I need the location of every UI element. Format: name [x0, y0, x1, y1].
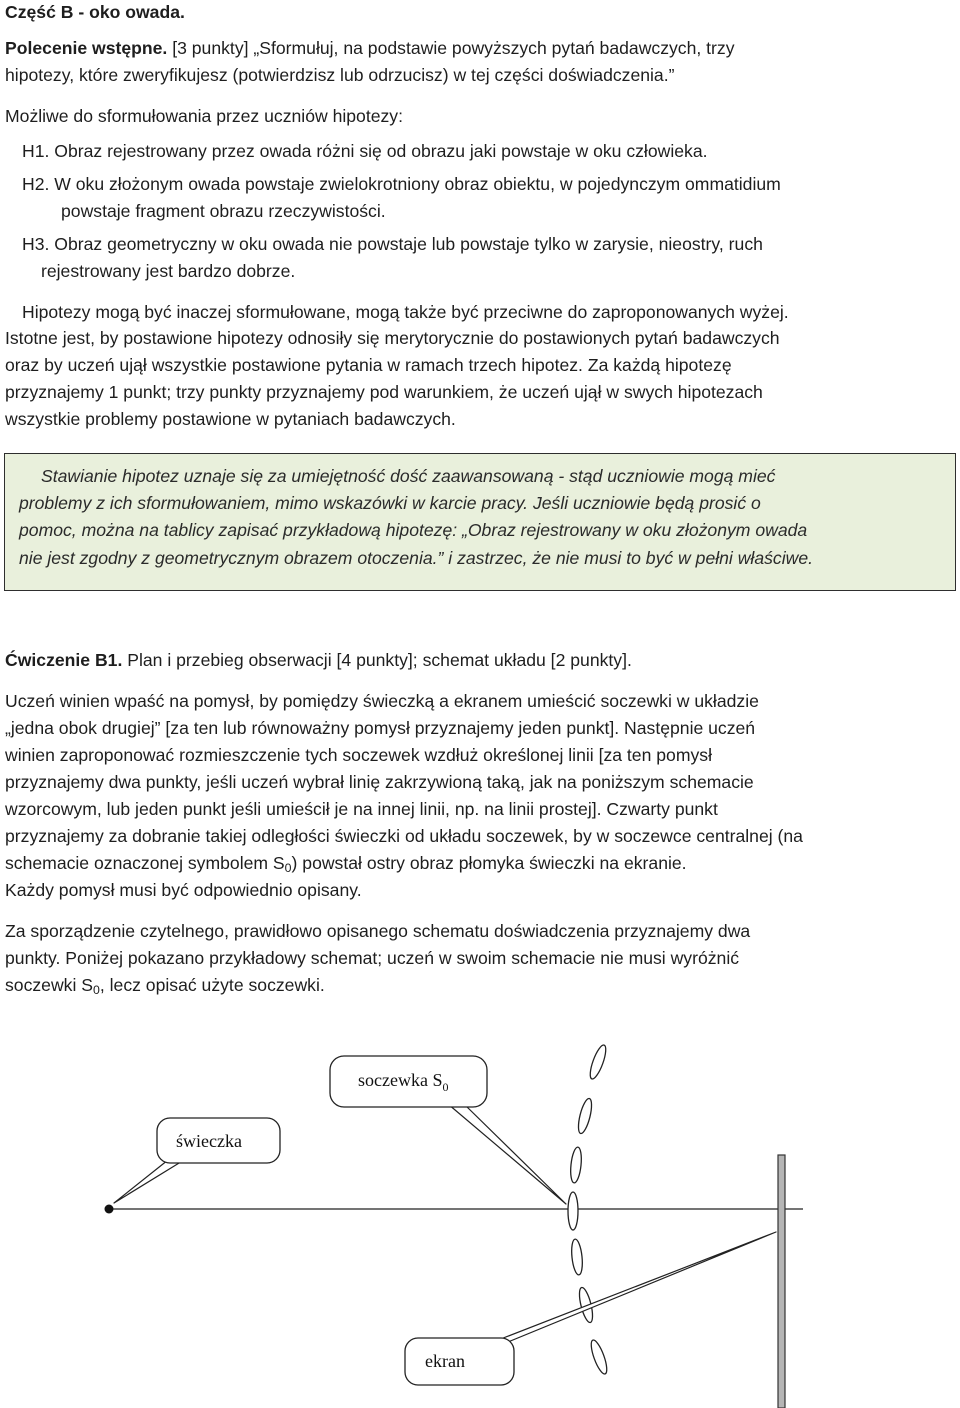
hypothesis-h2-line-2: powstaje fragment obrazu rzeczywistości.: [61, 201, 386, 221]
note-line-4: nie jest zgodny z geometrycznym obrazem otoczenia.” i zastrzec, że nie musi to być w pełni właściwe.: [19, 547, 813, 568]
lens-label: soczewka S: [358, 1070, 443, 1090]
note-line-3: pomoc, można na tablicy zapisać przykładową hipotezę: „Obraz rejestrowany w oku złożonym owada: [19, 520, 808, 541]
schema-last-pre: soczewki S: [5, 975, 93, 995]
plan-last-post: ) powstał ostry obraz płomyka świeczki na ekranie.: [291, 853, 687, 873]
hypothesis-h2-line-1: H2. W oku złożonym owada powstaje zwielokrotniony obraz obiektu, w pojedynczym ommatidium: [22, 174, 781, 194]
lens-callout-pointer: [448, 1104, 566, 1204]
plan-line-6: przyznajemy za dobranie takiej odległości świeczki od układu soczewek, by w soczewce centralnej (na: [5, 826, 803, 846]
plan-last-pre: schemacie oznaczonej symbolem S: [5, 853, 285, 873]
remark-line-1: Hipotezy mogą być inaczej sformułowane, mogą także być przeciwne do zaproponowanych wyżej.: [22, 302, 789, 322]
lens: [588, 1338, 610, 1375]
teacher-note-box: [4, 453, 956, 591]
schema-last-post: , lecz opisać użyte soczewki.: [99, 975, 325, 995]
lens: [587, 1043, 609, 1080]
screen-bar: [778, 1155, 785, 1408]
remark-line-5: wszystkie problemy postawione w pytaniach badawczych.: [5, 409, 456, 429]
plan-last-sub: 0: [284, 861, 292, 876]
hypothesis-h1: H1. Obraz rejestrowany przez owada różni się od obrazu jaki powstaje w oku człowieka.: [22, 141, 708, 161]
screen-callout-pointer: [493, 1232, 776, 1342]
exercise-text: Plan i przebieg obserwacji [4 punkty]; schemat układu [2 punkty].: [122, 650, 632, 670]
plan-line-1: Uczeń winien wpaść na pomysł, by pomiędzy świeczką a ekranem umieścić soczewki w układzie: [5, 691, 759, 711]
exercise-title: [5, 647, 935, 674]
intro-line-2: hipotezy, które zweryfikujesz (potwierdzisz lub odrzucisz) w tej części doświadczenia.”: [5, 65, 675, 85]
candle-dot: [105, 1205, 114, 1214]
hypotheses-header: Możliwe do sformułowania przez uczniów hipotezy:: [5, 106, 403, 126]
intro-text-1: [3 punkty] „Sformułuj, na podstawie powyższych pytań badawczych, trzy: [167, 38, 735, 58]
note-line-1: Stawianie hipotez uznaje się za umiejętność dość zaawansowaną - stąd uczniowie mogą mieć: [41, 466, 776, 486]
lens-s0: [568, 1192, 578, 1230]
plan-line-4: przyznajemy dwa punkty, jeśli uczeń wybrał linię zakrzywioną taką, jak na poniższym schemacie: [5, 772, 754, 792]
hypothesis-h3-line-1: H3. Obraz geometryczny w oku owada nie powstaje lub powstaje tylko w zarysie, nieostry, ruch: [22, 234, 763, 254]
screen-callout-label: ekran: [425, 1351, 465, 1371]
plan-line-5: wzorcowym, lub jeden punkt jeśli umieścił je na innej linii, np. na linii prostej]. Czwarty punkt: [5, 799, 718, 819]
candle-callout-label: świeczka: [176, 1131, 242, 1151]
lens: [570, 1239, 584, 1276]
hypothesis-h3-line-2: rejestrowany jest bardzo dobrze.: [41, 261, 296, 281]
schema-last-sub: 0: [93, 983, 100, 998]
remark-line-4: przyznajemy 1 punkt; trzy punkty przyznajemy pod warunkiem, że uczeń ujął w swych hipotezach: [5, 382, 763, 402]
schema-line-1: Za sporządzenie czytelnego, prawidłowo opisanego schematu doświadczenia przyznajemy dwa: [5, 921, 751, 941]
section-title: Część B - oko owada.: [5, 2, 185, 22]
plan-line-8: Każdy pomysł musi być odpowiednio opisany.: [5, 880, 362, 900]
plan-line-2: „jedna obok drugiej” [za ten lub równoważny pomysł przyznajemy jeden punkt]. Następnie uczeń: [5, 718, 756, 738]
schema-line-2: punkty. Poniżej pokazano przykładowy schemat; uczeń w swoim schemacie nie musi wyróżnić: [5, 948, 740, 968]
lens: [569, 1147, 583, 1184]
plan-line-3: winien zaproponować rozmieszczenie tych soczewek wzdłuż określonej linii [za ten pomysł: [5, 745, 712, 765]
intro-bold: Polecenie wstępne.: [5, 38, 168, 58]
schema-line-3: [5, 972, 935, 999]
note-line-2: problemy z ich sformułowaniem, mimo wskazówki w karcie pracy. Jeśli uczniowie będą prosić o: [19, 493, 761, 514]
exercise-bold: Ćwiczenie B1.: [5, 650, 123, 670]
remark-line-2: Istotne jest, by postawione hipotezy odnosiły się merytorycznie do postawionych pytań badawczych: [5, 328, 780, 348]
remark-line-3: oraz by uczeń ujął wszystkie postawione pytania w ramach trzech hipotez. Za każdą hipotezę: [5, 355, 732, 375]
lens-label-sub: 0: [442, 1080, 449, 1094]
lens: [576, 1097, 594, 1134]
teacher-note-text: [19, 463, 939, 572]
intro-line-1: [5, 35, 935, 62]
experiment-diagram: [0, 1020, 960, 1408]
candle-callout-pointer: [114, 1160, 184, 1203]
plan-line-7: [5, 850, 935, 877]
